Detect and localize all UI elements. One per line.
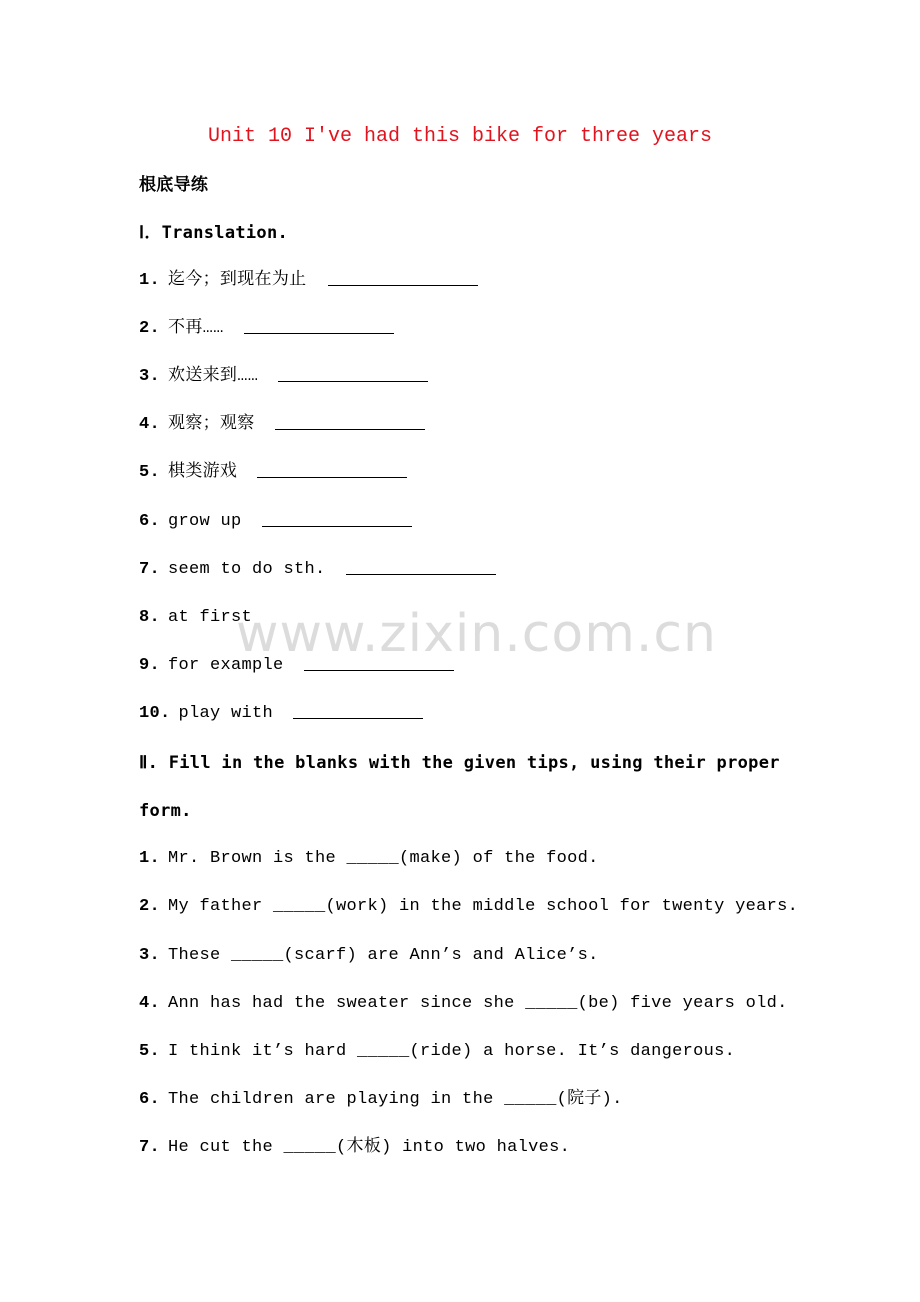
answer-blank[interactable] xyxy=(304,669,454,671)
item-text: play with xyxy=(178,704,274,723)
translation-item xyxy=(139,702,423,726)
answer-blank[interactable] xyxy=(293,717,423,719)
item-text: 棋类游戏 xyxy=(168,463,238,482)
item-number: 3. xyxy=(139,367,161,386)
item-number: 6. xyxy=(139,1090,161,1109)
item-text: These _____(scarf) are Ann’s and Alice’s. xyxy=(168,946,599,965)
item-number: 2. xyxy=(139,319,161,338)
translation-item xyxy=(139,269,478,293)
item-text: The children are playing in the _____(院子). xyxy=(168,1090,623,1109)
item-number: 4. xyxy=(139,415,161,434)
item-text: Mr. Brown is the _____(make) of the food. xyxy=(168,849,599,868)
part2-heading: Ⅱ. Fill in the blanks with the given tips, using their proper xyxy=(139,753,780,773)
item-text: 观察；观察 xyxy=(168,415,255,434)
item-number: 2. xyxy=(139,897,161,916)
item-text: I think it’s hard _____(ride) a horse. It’s dangerous. xyxy=(168,1042,736,1061)
fill-blank-item xyxy=(139,1040,735,1064)
item-text: grow up xyxy=(168,512,242,531)
translation-item xyxy=(139,510,412,534)
watermark: www.zixin.com.cn xyxy=(236,604,717,664)
item-text: at first xyxy=(168,608,253,627)
item-text: My father _____(work) in the middle school for twenty years. xyxy=(168,897,799,916)
answer-blank[interactable] xyxy=(346,573,496,575)
item-number: 4. xyxy=(139,994,161,1013)
item-number: 7. xyxy=(139,1138,161,1157)
answer-blank[interactable] xyxy=(262,525,412,527)
item-text: seem to do sth. xyxy=(168,560,326,579)
answer-blank[interactable] xyxy=(278,380,428,382)
item-text: 迄今；到现在为止 xyxy=(168,271,307,290)
item-text: He cut the _____(木板) into two halves. xyxy=(168,1138,571,1157)
item-number: 6. xyxy=(139,512,161,531)
item-text: 欢送来到…… xyxy=(168,367,259,386)
fill-blank-item xyxy=(139,895,798,919)
part1-heading: Ⅰ．Translation. xyxy=(139,223,289,243)
answer-blank[interactable] xyxy=(257,476,407,478)
answer-blank[interactable] xyxy=(275,428,425,430)
item-text: for example xyxy=(168,656,284,675)
item-number: 7. xyxy=(139,560,161,579)
translation-item xyxy=(139,558,496,582)
translation-item xyxy=(139,365,428,389)
translation-item xyxy=(139,413,425,437)
answer-blank[interactable] xyxy=(328,284,478,286)
translation-item xyxy=(139,317,394,341)
item-number: 10. xyxy=(139,704,171,723)
answer-blank[interactable] xyxy=(244,332,394,334)
item-number: 1. xyxy=(139,271,161,290)
item-number: 3. xyxy=(139,946,161,965)
fill-blank-item xyxy=(139,1136,570,1160)
item-number: 5. xyxy=(139,1042,161,1061)
item-text: Ann has had the sweater since she _____(be) five years old. xyxy=(168,994,788,1013)
section-heading: 根底导练 xyxy=(139,175,209,195)
item-text: 不再…… xyxy=(168,319,224,338)
part2-heading-continued: form. xyxy=(139,801,192,821)
item-number: 8. xyxy=(139,608,161,627)
page-title: Unit 10 I've had this bike for three years xyxy=(207,125,713,148)
fill-blank-item xyxy=(139,944,599,968)
translation-item xyxy=(139,461,407,485)
item-number: 1. xyxy=(139,849,161,868)
item-number: 5. xyxy=(139,463,161,482)
item-number: 9. xyxy=(139,656,161,675)
fill-blank-item xyxy=(139,847,599,871)
fill-blank-item xyxy=(139,992,788,1016)
fill-blank-item xyxy=(139,1088,623,1112)
